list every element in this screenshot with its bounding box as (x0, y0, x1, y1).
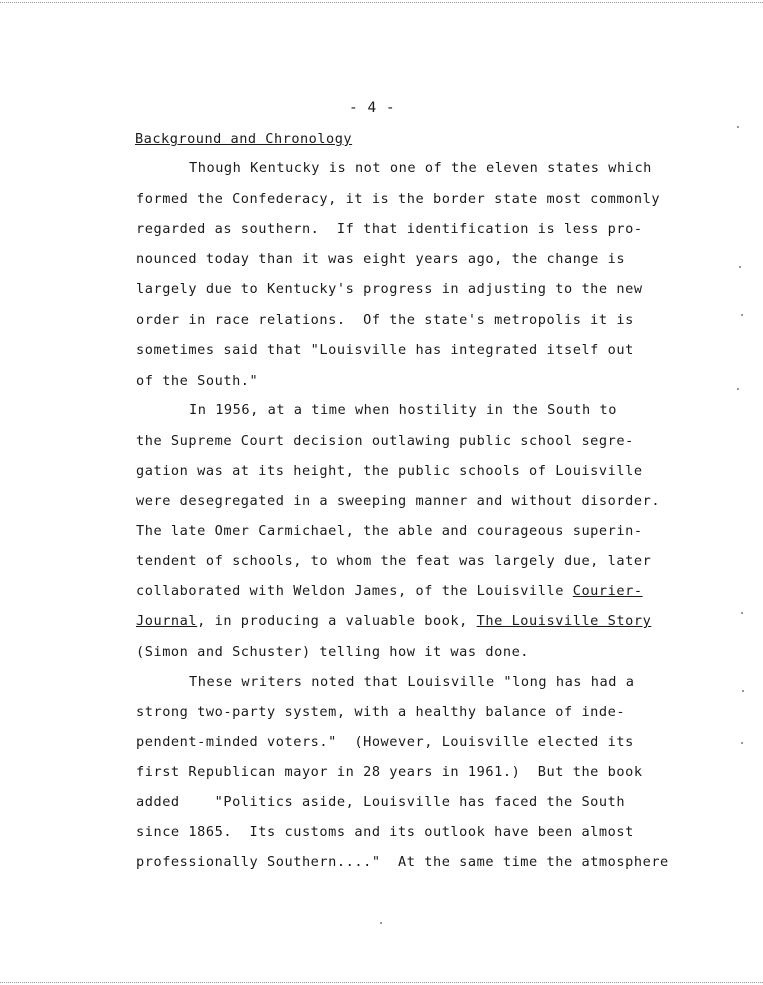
page-top-edge (0, 2, 763, 3)
underlined-title: Courier- (572, 583, 643, 599)
text-run: The late Omer Carmichael, the able and courageous superin- (136, 523, 643, 539)
text-run: tendent of schools, to whom the feat was largely due, later (136, 553, 652, 569)
text-line (136, 703, 625, 721)
text-run: Though Kentucky is not one of the eleven states which (189, 160, 652, 176)
page-bottom-edge (0, 982, 763, 983)
text-run: pendent-minded voters." (However, Louisville elected its (136, 734, 634, 750)
text-run: These writers noted that Louisville "long has had a (189, 674, 635, 690)
text-run: In 1956, at a time when hostility in the South to (189, 402, 617, 418)
text-line (136, 462, 643, 480)
text-line (136, 823, 634, 841)
text-line (136, 582, 643, 600)
text-line (136, 220, 643, 238)
text-line (136, 341, 634, 359)
text-line (136, 763, 643, 781)
text-line (136, 853, 669, 871)
text-line (136, 793, 625, 811)
underlined-title: Journal (136, 613, 198, 629)
text-run: gation was at its height, the public schools of Louisville (136, 463, 643, 479)
scan-speck (741, 314, 743, 316)
text-line (136, 522, 643, 540)
text-run: strong two-party system, with a healthy balance of inde- (136, 704, 626, 720)
text-line (189, 159, 652, 177)
text-run: formed the Confederacy, it is the border state most commonly (136, 191, 661, 207)
scan-speck (380, 922, 382, 924)
text-line (136, 280, 643, 298)
scan-speck (737, 126, 739, 128)
text-run: nounced today than it was eight years ago, the change is (136, 251, 626, 267)
text-run: (Simon and Schuster) telling how it was done. (136, 644, 530, 660)
scan-speck (741, 612, 743, 614)
text-line (136, 612, 651, 630)
text-line (136, 733, 634, 751)
text-line (136, 190, 660, 208)
text-line (136, 432, 634, 450)
text-line (136, 552, 651, 570)
text-run: first Republican mayor in 28 years in 1961.) But the book (136, 764, 643, 780)
text-run: added "Politics aside, Louisville has faced the South (136, 794, 626, 810)
section-heading: Background and Chronology (135, 131, 353, 147)
text-run: collaborated with Weldon James, of the Louisville (136, 583, 573, 599)
text-run: , in producing a valuable book, (197, 613, 477, 629)
text-run: the Supreme Court decision outlawing public school segre- (136, 433, 634, 449)
text-run: largely due to Kentucky's progress in adjusting to the new (136, 281, 643, 297)
text-run: of the South." (136, 373, 259, 389)
text-line (189, 673, 634, 691)
text-run: since 1865. Its customs and its outlook have been almost (136, 824, 634, 840)
text-run: regarded as southern. If that identification is less pro- (136, 221, 643, 237)
scan-speck (741, 742, 743, 744)
text-run: order in race relations. Of the state's metropolis it is (136, 312, 634, 328)
underlined-title: The Louisville Story (476, 613, 652, 629)
text-line (136, 372, 258, 390)
text-run: professionally Southern...." At the same time the atmosphere (136, 854, 669, 870)
scan-speck (737, 388, 739, 390)
text-run: were desegregated in a sweeping manner and without disorder. (136, 493, 661, 509)
text-line (136, 492, 660, 510)
text-line (189, 401, 617, 419)
text-line (136, 643, 529, 661)
text-line (136, 311, 634, 329)
text-run: sometimes said that "Louisville has integrated itself out (136, 342, 634, 358)
scan-speck (739, 266, 741, 268)
text-line (136, 250, 625, 268)
scan-speck (742, 690, 744, 692)
page-number: - 4 - (349, 100, 396, 116)
